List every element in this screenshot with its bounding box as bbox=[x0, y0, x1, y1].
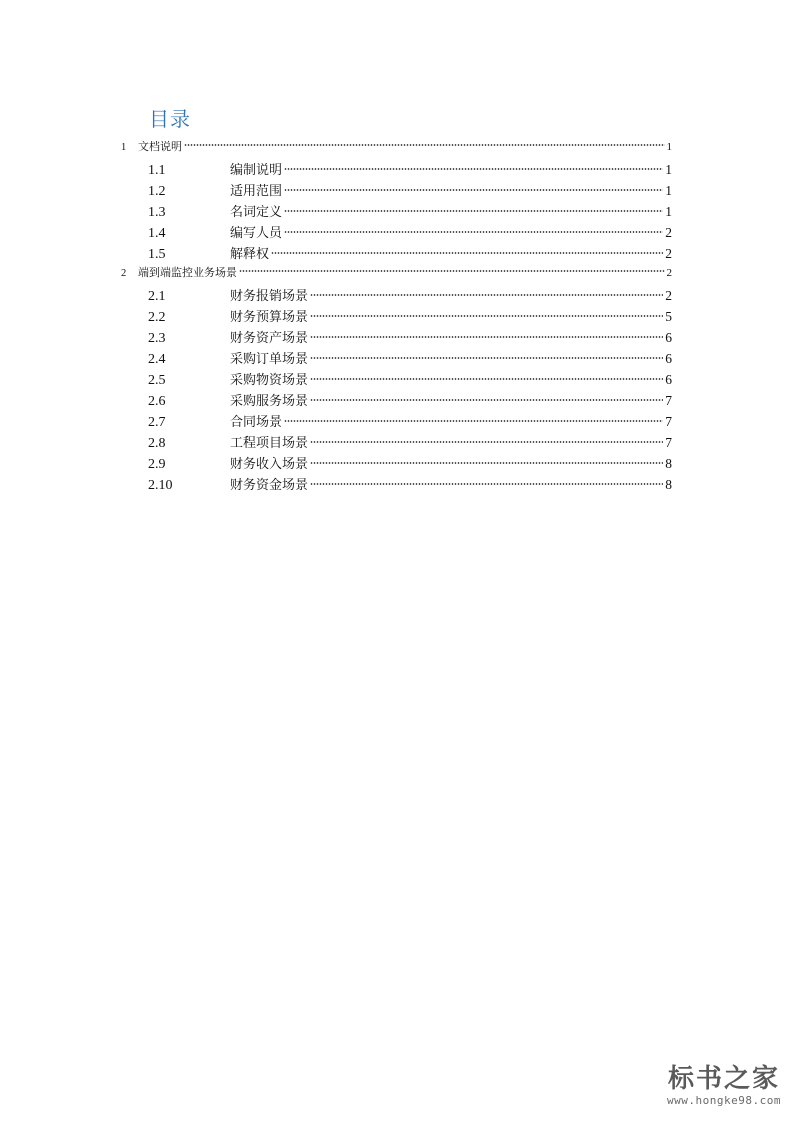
toc-entry-label: 财务资金场景 bbox=[230, 478, 309, 493]
toc-leader-dots bbox=[310, 335, 663, 339]
toc-entry-page: 1 bbox=[665, 162, 672, 177]
toc-entry-number: 2.5 bbox=[148, 373, 166, 388]
toc-leader-dots bbox=[284, 209, 663, 213]
toc-entry-page: 1 bbox=[666, 141, 672, 153]
toc-entry[interactable] bbox=[120, 201, 672, 222]
toc-entry-label: 采购物资场景 bbox=[230, 373, 309, 388]
toc-entry[interactable] bbox=[120, 285, 672, 306]
toc-leader-dots bbox=[271, 251, 663, 255]
toc-entry-number: 2 bbox=[121, 268, 127, 279]
toc-leader-dots bbox=[310, 482, 663, 486]
toc-entry[interactable] bbox=[120, 411, 672, 432]
toc-leader-dots bbox=[310, 356, 663, 360]
toc-entry-number: 2.3 bbox=[148, 331, 166, 346]
toc-entry[interactable] bbox=[120, 390, 672, 411]
toc-entry[interactable] bbox=[120, 243, 672, 264]
toc-entry-number: 2.6 bbox=[148, 394, 166, 409]
toc-leader-dots bbox=[310, 398, 663, 402]
toc-leader-dots bbox=[310, 377, 663, 381]
toc-entry-page: 7 bbox=[665, 435, 672, 450]
toc-entry[interactable] bbox=[120, 138, 672, 159]
toc-entry-label: 财务资产场景 bbox=[230, 331, 309, 346]
toc-leader-dots bbox=[284, 419, 663, 423]
toc-entry-page: 2 bbox=[665, 288, 672, 303]
toc-title: 目录 bbox=[149, 107, 191, 131]
toc-entry-number: 1.4 bbox=[148, 226, 166, 241]
toc-entry-number: 2.8 bbox=[148, 436, 166, 451]
toc-entry-label: 适用范围 bbox=[230, 184, 283, 199]
toc-entry[interactable] bbox=[120, 327, 672, 348]
toc-entry[interactable] bbox=[120, 432, 672, 453]
toc-entry-label: 名词定义 bbox=[230, 205, 283, 220]
toc-entry-page: 7 bbox=[665, 393, 672, 408]
toc-entry-label: 财务收入场景 bbox=[230, 457, 309, 472]
toc-leader-dots bbox=[310, 440, 663, 444]
toc-entry-number: 1.1 bbox=[148, 163, 166, 178]
toc-entry-label: 编写人员 bbox=[230, 226, 283, 241]
toc-entry-number: 1.5 bbox=[148, 247, 166, 262]
toc-entry-label: 财务预算场景 bbox=[230, 310, 309, 325]
toc-entry-page: 8 bbox=[665, 456, 672, 471]
toc-entry[interactable] bbox=[120, 222, 672, 243]
toc-entry-label: 合同场景 bbox=[230, 415, 283, 430]
toc-entry[interactable] bbox=[120, 453, 672, 474]
toc-entry-page: 1 bbox=[665, 204, 672, 219]
toc-entry-number: 2.9 bbox=[148, 457, 166, 472]
toc-entry-label: 端到端监控业务场景 bbox=[138, 266, 237, 279]
toc-entry-label: 采购服务场景 bbox=[230, 394, 309, 409]
toc-leader-dots bbox=[310, 314, 663, 318]
toc-leader-dots bbox=[184, 143, 665, 147]
toc-entry[interactable] bbox=[120, 264, 672, 285]
toc-leader-dots bbox=[310, 461, 663, 465]
toc-leader-dots bbox=[284, 167, 663, 171]
toc-entry[interactable] bbox=[120, 474, 672, 495]
toc-entry[interactable] bbox=[120, 348, 672, 369]
toc-entry-page: 2 bbox=[666, 267, 672, 279]
toc-entry-number: 2.1 bbox=[148, 289, 166, 304]
toc-entry-label: 财务报销场景 bbox=[230, 289, 309, 304]
watermark bbox=[667, 1064, 781, 1108]
toc-entry-number: 1.3 bbox=[148, 205, 166, 220]
toc-leader-dots bbox=[284, 188, 663, 192]
toc-entry-page: 8 bbox=[665, 477, 672, 492]
toc-entry-label: 编制说明 bbox=[230, 163, 283, 178]
toc-entry[interactable] bbox=[120, 159, 672, 180]
toc-entry-label: 解释权 bbox=[230, 247, 270, 262]
toc-leader-dots bbox=[284, 230, 663, 234]
toc-entry[interactable] bbox=[120, 369, 672, 390]
table-of-contents bbox=[120, 138, 672, 495]
toc-entry[interactable] bbox=[120, 306, 672, 327]
toc-entry-number: 2.4 bbox=[148, 352, 166, 367]
watermark-url: www.hongke98.com bbox=[667, 1094, 781, 1107]
toc-entry-page: 6 bbox=[665, 351, 672, 366]
toc-entry-page: 2 bbox=[665, 225, 672, 240]
toc-entry-number: 2.7 bbox=[148, 415, 166, 430]
toc-entry-page: 1 bbox=[665, 183, 672, 198]
toc-entry-number: 2.2 bbox=[148, 310, 166, 325]
toc-entry-number: 1 bbox=[121, 142, 127, 153]
toc-leader-dots bbox=[310, 293, 663, 297]
toc-entry-label: 工程项目场景 bbox=[230, 436, 309, 451]
toc-entry-page: 7 bbox=[665, 414, 672, 429]
toc-entry-page: 6 bbox=[665, 372, 672, 387]
toc-leader-dots bbox=[239, 269, 665, 273]
toc-entry-number: 1.2 bbox=[148, 184, 166, 199]
toc-entry-label: 采购订单场景 bbox=[230, 352, 309, 367]
toc-entry[interactable] bbox=[120, 180, 672, 201]
toc-entry-label: 文档说明 bbox=[138, 140, 182, 153]
toc-entry-number: 2.10 bbox=[148, 478, 173, 493]
toc-entry-page: 2 bbox=[665, 246, 672, 261]
toc-entry-page: 6 bbox=[665, 330, 672, 345]
watermark-brand: 标书之家 bbox=[668, 1064, 781, 1094]
toc-entry-page: 5 bbox=[665, 309, 672, 324]
